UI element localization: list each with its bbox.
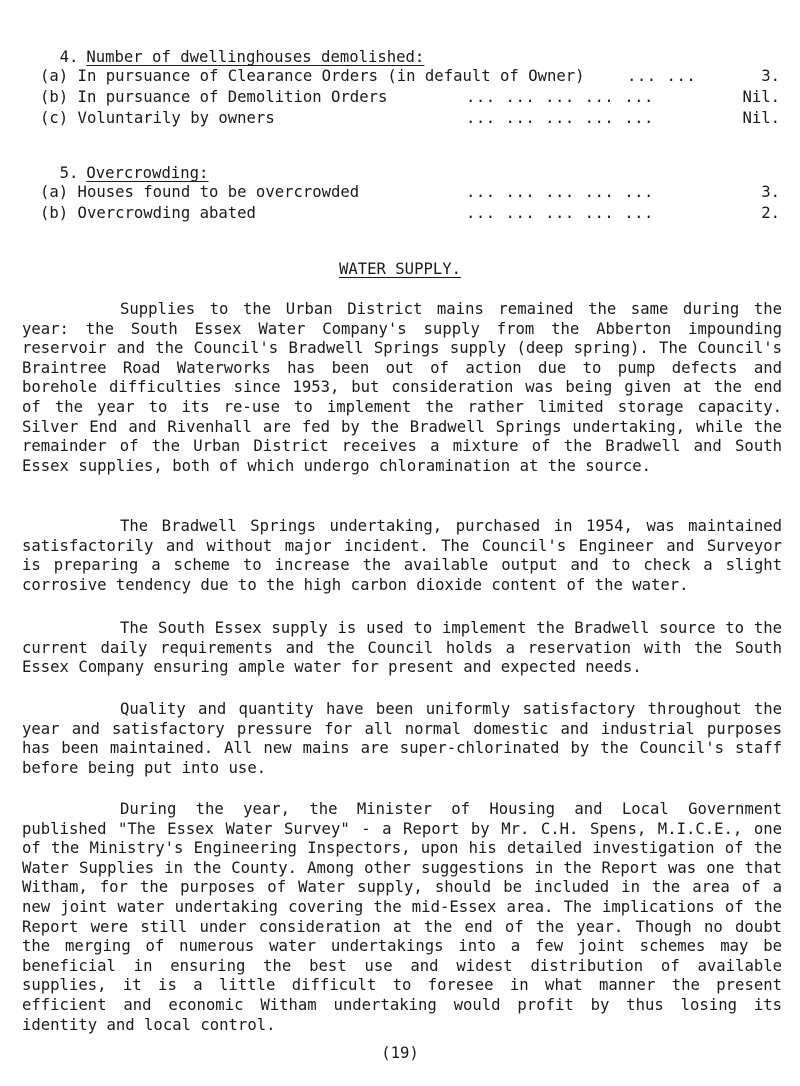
paragraph-text: The Bradwell Springs undertaking, purchased in 1954, was maintained satisfactorily and without major incident. The Council's Engineer and Surveyor is preparing a scheme to increase the available output and to check a slight corrosive tendency due to the high carbon dioxide content of the water.	[22, 517, 782, 594]
paragraph-3	[22, 619, 782, 678]
paragraph-5	[22, 800, 782, 1035]
paragraph-text: The South Essex supply is used to implement the Bradwell source to the current daily requirements and the Council holds a reservation with the South Essex Company ensuring ample water for present and expected needs.	[22, 619, 782, 677]
item-label: (a) In pursuance of Clearance Orders (in default of Owner)	[40, 67, 585, 85]
section-5-item-b	[40, 203, 780, 223]
paragraph-text: Quality and quantity have been uniformly satisfactory throughout the year and satisfactory pressure for all normal domestic and industrial purposes has been maintained. All new mains are super-chlorinated by the Council's staff before being put into use.	[22, 700, 782, 777]
item-value: Nil.	[742, 109, 780, 127]
leader-dots: ... ... ... ... ...	[466, 88, 654, 106]
section-4-number: 4.	[59, 48, 79, 66]
paragraph-2	[22, 517, 782, 595]
section-5-title: Overcrowding:	[86, 164, 209, 182]
item-value: 3.	[761, 67, 780, 85]
item-value: 3.	[761, 183, 780, 201]
section-4-item-c	[40, 108, 780, 128]
section-4-item-a	[40, 66, 780, 86]
item-label: (b) In pursuance of Demolition Orders	[40, 88, 388, 106]
paragraph-1	[22, 300, 782, 476]
section-5-item-a	[40, 182, 780, 202]
leader-dots: ... ... ... ... ...	[466, 109, 654, 127]
leader-dots: ... ... ... ... ...	[466, 183, 654, 201]
section-5-number: 5.	[59, 164, 79, 182]
section-4-title: Number of dwellinghouses demolished:	[86, 48, 425, 66]
water-supply-title: WATER SUPPLY.	[338, 260, 462, 278]
item-value: 2.	[761, 204, 780, 222]
item-value: Nil.	[742, 88, 780, 106]
item-label: (b) Overcrowding abated	[40, 204, 256, 222]
paragraph-text: Supplies to the Urban District mains remained the same during the year: the South Essex Water Company's supply from the Abberton impounding reservoir and the Council's Bradwell Springs supply (deep spring). The Council's Braintree Road Waterworks has been out of action due to pump defects and borehole difficulties since 1953, but consideration was being given at the end of the year to its re-use to implement the rather limited storage capacity. Silver End and Rivenhall are fed by the Bradwell Springs undertaking, while the remainder of the Urban District receives a mixture of the Bradwell and South Essex supplies, both of which undergo chloramination at the source.	[22, 300, 782, 475]
page-number: (19)	[381, 1044, 419, 1062]
item-label: (a) Houses found to be overcrowded	[40, 183, 360, 201]
paragraph-4	[22, 700, 782, 778]
leader-dots: ... ... ... ... ...	[466, 204, 654, 222]
leader-dots: ... ...	[627, 67, 697, 85]
section-4-item-b	[40, 87, 780, 107]
paragraph-text: During the year, the Minister of Housing and Local Government published "The Essex Water Survey" - a Report by Mr. C.H. Spens, M.I.C.E., one of the Ministry's Engineering Inspectors, upon his detailed investigation of the Water Supplies in the County. Among other suggestions in the Report was one that Witham, for the purposes of Water supply, should be included in the area of a new joint water undertaking covering the mid-Essex area. The implications of the Report were still under consideration at the end of the year. Though no doubt the merging of numerous water undertakings into a few joint schemes may be beneficial in ensuring the best use and widest distribution of available supplies, it is a little difficult to foresee in what manner the present efficient and economic Witham undertaking would profit by thus losing its identity and local control.	[22, 800, 782, 1034]
item-label: (c) Voluntarily by owners	[40, 109, 275, 127]
